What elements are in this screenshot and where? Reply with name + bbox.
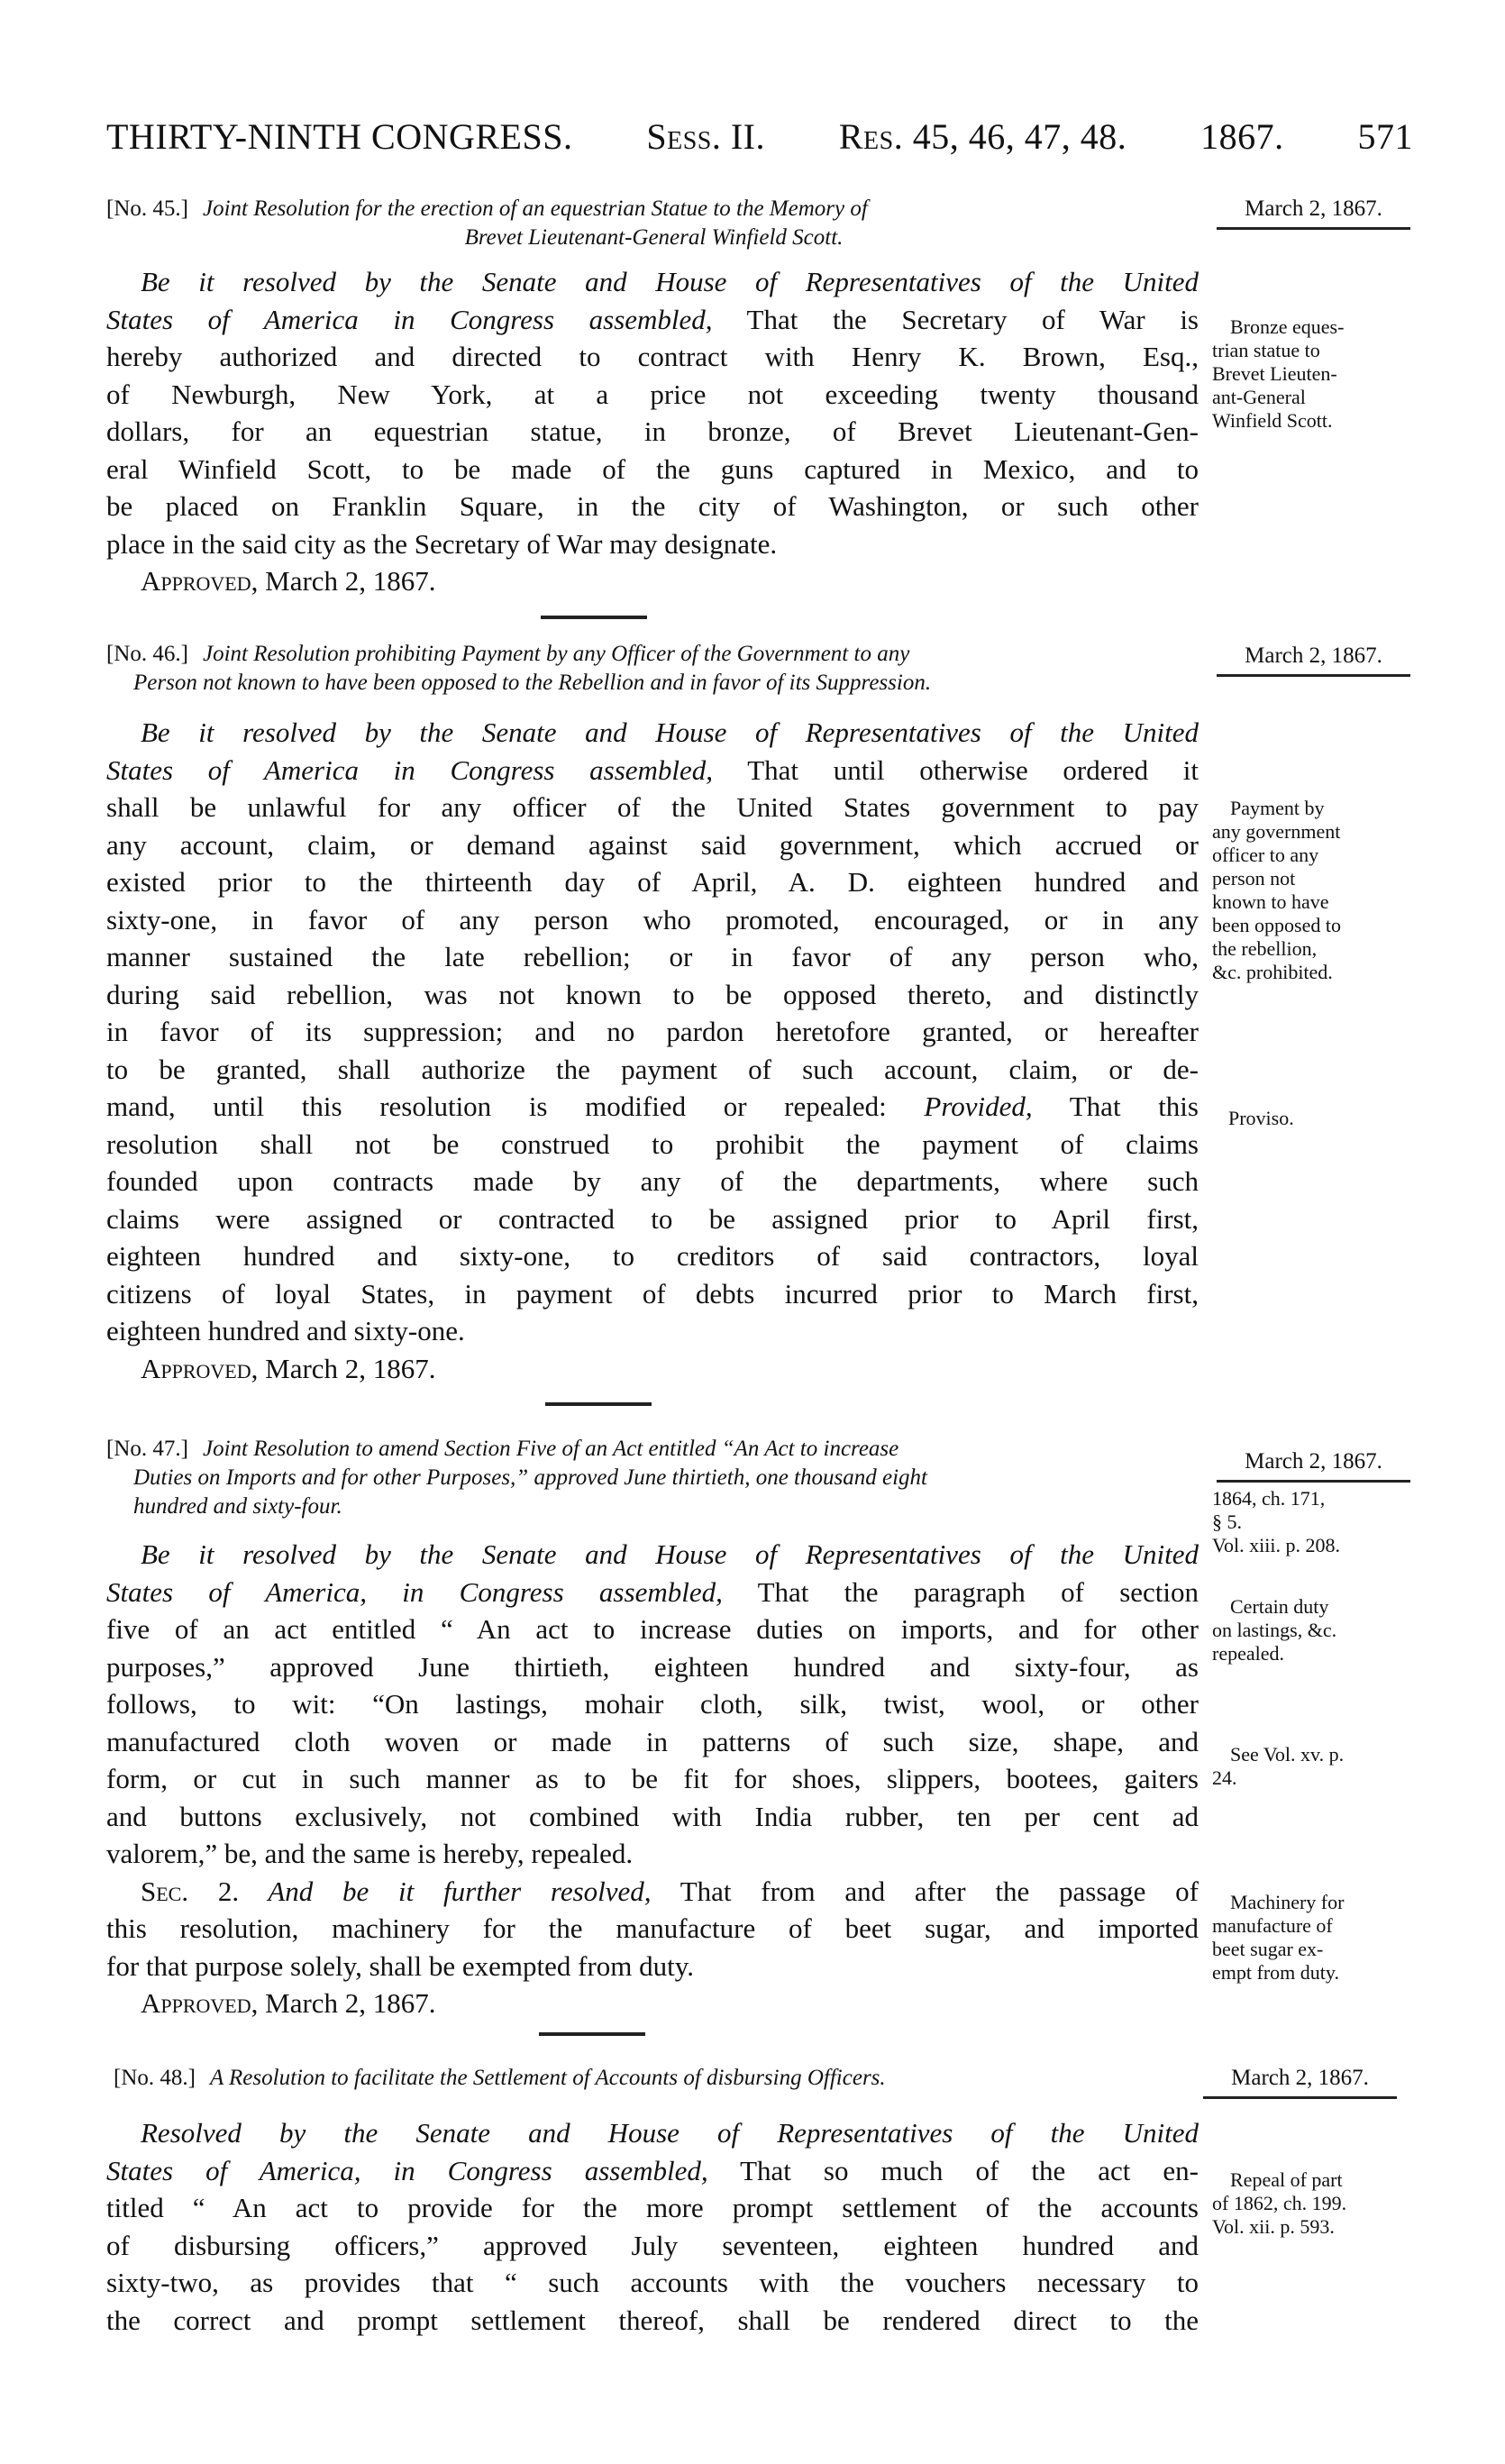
sidenote-line: on lastings, &c. xyxy=(1212,1619,1337,1641)
sidenote-line: See Vol. xv. p. xyxy=(1230,1743,1345,1766)
text: during said rebellion, was not known to be opposed thereto, and distinctly xyxy=(106,978,1199,1010)
text: purposes,” approved June thirtieth, eighteen hundred and sixty-four, as xyxy=(106,1650,1199,1683)
text: existed prior to the thirteenth day of April, A. D. eighteen hundred and xyxy=(106,866,1199,898)
text: in favor of its suppression; and no pardon heretofore granted, or hereafter xyxy=(106,1016,1199,1047)
enacting-clause: States of America, in Congress assembled, xyxy=(106,2154,708,2186)
text-line xyxy=(106,1312,1199,1350)
enacting-clause: Be it resolved by the Senate and House of Representatives of the United xyxy=(141,1538,1199,1570)
machinery-sidenote xyxy=(1212,1891,1410,1985)
text-line xyxy=(106,714,1199,752)
repeal-sidenote xyxy=(1212,1595,1410,1665)
sidenote-line: repealed. xyxy=(1212,1642,1284,1665)
resolution-45-heading xyxy=(106,195,1201,252)
sidenote-line: Brevet Lieuten- xyxy=(1212,362,1337,385)
approved-date: March 2, 1867. xyxy=(258,565,436,597)
text-line xyxy=(106,901,1199,939)
text-line xyxy=(106,1126,1199,1164)
text: That so much of the act en- xyxy=(707,2154,1199,2186)
text: eighteen hundred and sixty-one, to creditors of said contractors, loyal xyxy=(106,1240,1199,1272)
text-line xyxy=(106,976,1199,1014)
text: any account, claim, or demand against said government, which accrued or xyxy=(106,828,1199,861)
resolution-47-body xyxy=(106,1536,1199,2022)
sidenote-line: 24. xyxy=(1212,1766,1237,1789)
text: of disbursing officers,” approved July seventeen, eighteen hundred and xyxy=(106,2229,1199,2261)
text-line xyxy=(106,1798,1199,1836)
approved-date: March 2, 1867. xyxy=(258,1987,436,2019)
text: resolution shall not be construed to prohibit the payment of claims xyxy=(106,1127,1199,1160)
running-header xyxy=(106,115,1413,166)
text-line xyxy=(106,338,1199,376)
sidenote-line: been opposed to xyxy=(1212,914,1341,936)
resolution-title: Joint Resolution prohibiting Payment by any Officer of the Government to any xyxy=(202,642,910,666)
sidenote-line: Vol. xiii. p. 208. xyxy=(1212,1534,1341,1556)
text-line xyxy=(106,826,1199,864)
proviso-sidenote: Proviso. xyxy=(1228,1107,1294,1129)
resolution-46-heading xyxy=(106,640,1201,698)
resolution-title: Joint Resolution to amend Section Five of an Act entitled “An Act to increase xyxy=(202,1437,899,1461)
sidenote-line: any government xyxy=(1212,820,1341,843)
sidenote-line: ant-General xyxy=(1212,386,1306,408)
text: eighteen hundred and sixty-one. xyxy=(106,1315,465,1346)
text: for that purpose solely, shall be exempted from duty. xyxy=(106,1949,694,1982)
resolution-46-sidenote xyxy=(1212,797,1410,984)
resolution-47-citation xyxy=(1212,1487,1410,1557)
text: this resolution, machinery for the manufacture of beet sugar, and imported xyxy=(106,1912,1199,1944)
text-line xyxy=(106,1910,1199,1948)
enacting-clause: Be it resolved by the Senate and House of Representatives of the United xyxy=(141,716,1199,748)
text-line xyxy=(106,1760,1199,1798)
text: citizens of loyal States, in payment of debts incurred prior to March first, xyxy=(106,1277,1199,1310)
text: and buttons exclusively, not combined with India rubber, ten per cent ad xyxy=(106,1800,1199,1832)
resolution-48-body xyxy=(106,2114,1199,2339)
sidenote-line: Payment by xyxy=(1230,797,1325,819)
text: That from and after the passage of xyxy=(651,1875,1199,1907)
resolution-number: [No. 46.] xyxy=(106,642,188,666)
resolution-48-heading xyxy=(106,2064,1209,2093)
text-line xyxy=(106,1088,1199,1126)
text: form, or cut in such manner as to be fit for shoes, slippers, bootees, gaiters xyxy=(106,1763,1199,1794)
text: valorem,” be, and the same is hereby, repealed. xyxy=(106,1838,634,1869)
enacting-clause: States of America, in Congress assembled, xyxy=(106,1575,723,1608)
text: That until otherwise ordered it xyxy=(713,753,1199,786)
resolution-title-cont: Duties on Imports and for other Purposes,” approved June thirtieth, one thousand eight xyxy=(133,1465,927,1490)
section-divider xyxy=(541,616,647,619)
resolution-title-cont: Person not known to have been opposed to the Rebellion and in favor of its Suppression. xyxy=(133,671,932,695)
resolution-45-sidenote xyxy=(1212,315,1410,433)
text: sixty-one, in favor of any person who promoted, encouraged, or in any xyxy=(106,903,1199,935)
sidenote-line: Machinery for xyxy=(1230,1891,1345,1913)
approved-label: Approved, xyxy=(141,1987,259,2019)
text: manner sustained the late rebellion; or in favor of any person who, xyxy=(106,941,1199,972)
section-label: Sec. 2. xyxy=(141,1875,240,1907)
text: titled “ An act to provide for the more prompt settlement of the accounts xyxy=(106,2192,1199,2223)
sidenote-line: manufacture of xyxy=(1212,1914,1333,1937)
resolution-47-date: March 2, 1867. xyxy=(1217,1447,1410,1483)
text: manufactured cloth woven or made in patterns of such size, shape, and xyxy=(106,1725,1199,1757)
text-line xyxy=(106,1237,1199,1275)
sidenote-line: &c. prohibited. xyxy=(1212,961,1333,983)
text-line xyxy=(106,1648,1199,1686)
sidenote-line: person not xyxy=(1212,867,1296,890)
resolutions-label: Res. 45, 46, 47, 48. xyxy=(838,116,1127,157)
approved-line xyxy=(106,562,1199,600)
enacting-clause: States of America in Congress assembled, xyxy=(106,303,713,335)
text-line xyxy=(106,1948,1199,1985)
text: five of an act entitled “ An act to increase duties on imports, and for other xyxy=(106,1613,1199,1645)
text-line xyxy=(106,789,1199,826)
text: hereby authorized and directed to contract with Henry K. Brown, Esq., xyxy=(106,341,1199,372)
text-line xyxy=(106,301,1199,339)
resolution-48-sidenote xyxy=(1212,2168,1410,2239)
text-line xyxy=(106,376,1199,414)
approved-line xyxy=(106,1350,1199,1388)
text-line xyxy=(106,488,1199,525)
text-line xyxy=(106,1873,1199,1911)
text-line xyxy=(106,2152,1199,2190)
text: sixty-two, as provides that “ such accounts with the vouchers necessary to xyxy=(106,2267,1199,2298)
text-line xyxy=(106,525,1199,563)
text-line xyxy=(106,863,1199,901)
enacting-clause: Be it resolved by the Senate and House of Representatives of the United xyxy=(141,266,1199,297)
resolution-45-body xyxy=(106,263,1199,600)
resolution-title: Joint Resolution for the erection of an equestrian Statue to the Memory of xyxy=(202,196,868,221)
resolution-45-date: March 2, 1867. xyxy=(1217,195,1410,230)
text-line xyxy=(106,2264,1199,2302)
text-line xyxy=(106,1200,1199,1238)
text-line xyxy=(106,1835,1199,1873)
text-line xyxy=(106,451,1199,488)
section-divider xyxy=(539,2032,645,2036)
text: That this xyxy=(1032,1091,1199,1122)
resolution-title: A Resolution to facilitate the Settlement of Accounts of disbursing Officers. xyxy=(209,2066,886,2090)
resolution-48-date: March 2, 1867. xyxy=(1203,2064,1397,2099)
text-line xyxy=(106,1275,1199,1313)
text: That the Secretary of War is xyxy=(712,303,1199,335)
text: claims were assigned or contracted to be assigned prior to April first, xyxy=(106,1202,1199,1235)
text-line xyxy=(106,1611,1199,1648)
sidenote-line: beet sugar ex- xyxy=(1212,1938,1324,1960)
sidenote-line: Repeal of part xyxy=(1230,2168,1343,2191)
sidenote-line: Vol. xii. p. 593. xyxy=(1212,2215,1335,2238)
sidenote-line: officer to any xyxy=(1212,844,1319,866)
approved-label: Approved, xyxy=(141,1352,259,1384)
proviso-term: Provided, xyxy=(924,1091,1033,1122)
resolution-46-body xyxy=(106,714,1199,1387)
text: the correct and prompt settlement thereof, shall be rendered direct to the xyxy=(106,2304,1199,2336)
text-line xyxy=(106,1163,1199,1200)
text-line xyxy=(106,1013,1199,1051)
page-number: 571 xyxy=(1357,116,1413,157)
sidenote-line: Bronze eques- xyxy=(1230,315,1345,338)
text-line xyxy=(106,1574,1199,1611)
sidenote-line: empt from duty. xyxy=(1212,1961,1339,1984)
text-line xyxy=(106,2189,1199,2227)
enacting-clause: States of America in Congress assembled, xyxy=(106,753,714,786)
text-line xyxy=(106,1536,1199,1574)
text-line xyxy=(106,2114,1199,2152)
text: mand, until this resolution is modified or repealed: xyxy=(106,1091,925,1122)
sidenote-line: trian statue to xyxy=(1212,339,1320,361)
text: of Newburgh, New York, at a price not exceeding twenty thousand xyxy=(106,378,1199,410)
text-line xyxy=(106,2302,1199,2340)
text: eral Winfield Scott, to be made of the guns captured in Mexico, and to xyxy=(106,452,1199,485)
sidenote-line: of 1862, ch. 199. xyxy=(1212,2192,1347,2214)
approved-label: Approved, xyxy=(141,565,259,597)
text: dollars, for an equestrian statue, in bronze, of Brevet Lieutenant-Gen- xyxy=(106,415,1199,447)
see-vol-sidenote xyxy=(1212,1743,1410,1790)
session-label: Sess. II. xyxy=(646,116,765,157)
enacting-clause: Resolved by the Senate and House of Representatives of the United xyxy=(141,2117,1199,2149)
sidenote-line: § 5. xyxy=(1212,1510,1242,1533)
text: be placed on Franklin Square, in the city of Washington, or such other xyxy=(106,490,1199,522)
resolution-title-cont: Brevet Lieutenant-General Winfield Scott. xyxy=(464,225,844,250)
text: shall be unlawful for any officer of the United States government to pay xyxy=(106,791,1199,823)
text-line xyxy=(106,2227,1199,2265)
sidenote-line: 1864, ch. 171, xyxy=(1212,1487,1326,1510)
resolution-title-cont: hundred and sixty-four. xyxy=(133,1494,342,1519)
text-line xyxy=(106,1685,1199,1723)
text: place in the said city as the Secretary of War may designate. xyxy=(106,527,778,560)
text-line xyxy=(106,1723,1199,1761)
resolution-46-date: March 2, 1867. xyxy=(1217,642,1410,677)
sidenote-line: the rebellion, xyxy=(1212,937,1318,960)
sidenote-line: Winfield Scott. xyxy=(1212,409,1333,432)
resolution-47-heading xyxy=(106,1435,1201,1521)
section-divider xyxy=(545,1402,652,1406)
approved-line xyxy=(106,1985,1199,2022)
resolution-number: [No. 48.] xyxy=(114,2066,196,2090)
text-line xyxy=(106,413,1199,451)
approved-date: March 2, 1867. xyxy=(258,1352,436,1384)
year-label: 1867. xyxy=(1200,116,1284,157)
text-line xyxy=(106,263,1199,301)
enacting-clause: And be it further resolved, xyxy=(239,1875,652,1907)
sidenote-line: known to have xyxy=(1212,890,1329,913)
text-line xyxy=(106,938,1199,976)
text: founded upon contracts made by any of the departments, where such xyxy=(106,1165,1199,1197)
text-line xyxy=(106,752,1199,789)
text: follows, to wit: “On lastings, mohair cloth, silk, twist, wool, or other xyxy=(106,1688,1199,1720)
text-line xyxy=(106,1051,1199,1089)
resolution-number: [No. 45.] xyxy=(106,196,188,221)
resolution-number: [No. 47.] xyxy=(106,1437,188,1461)
sidenote-line: Certain duty xyxy=(1230,1595,1329,1618)
text: That the paragraph of section xyxy=(722,1575,1199,1608)
congress-title: THIRTY-NINTH CONGRESS. xyxy=(106,116,573,157)
text: to be granted, shall authorize the payment of such account, claim, or de- xyxy=(106,1053,1199,1085)
